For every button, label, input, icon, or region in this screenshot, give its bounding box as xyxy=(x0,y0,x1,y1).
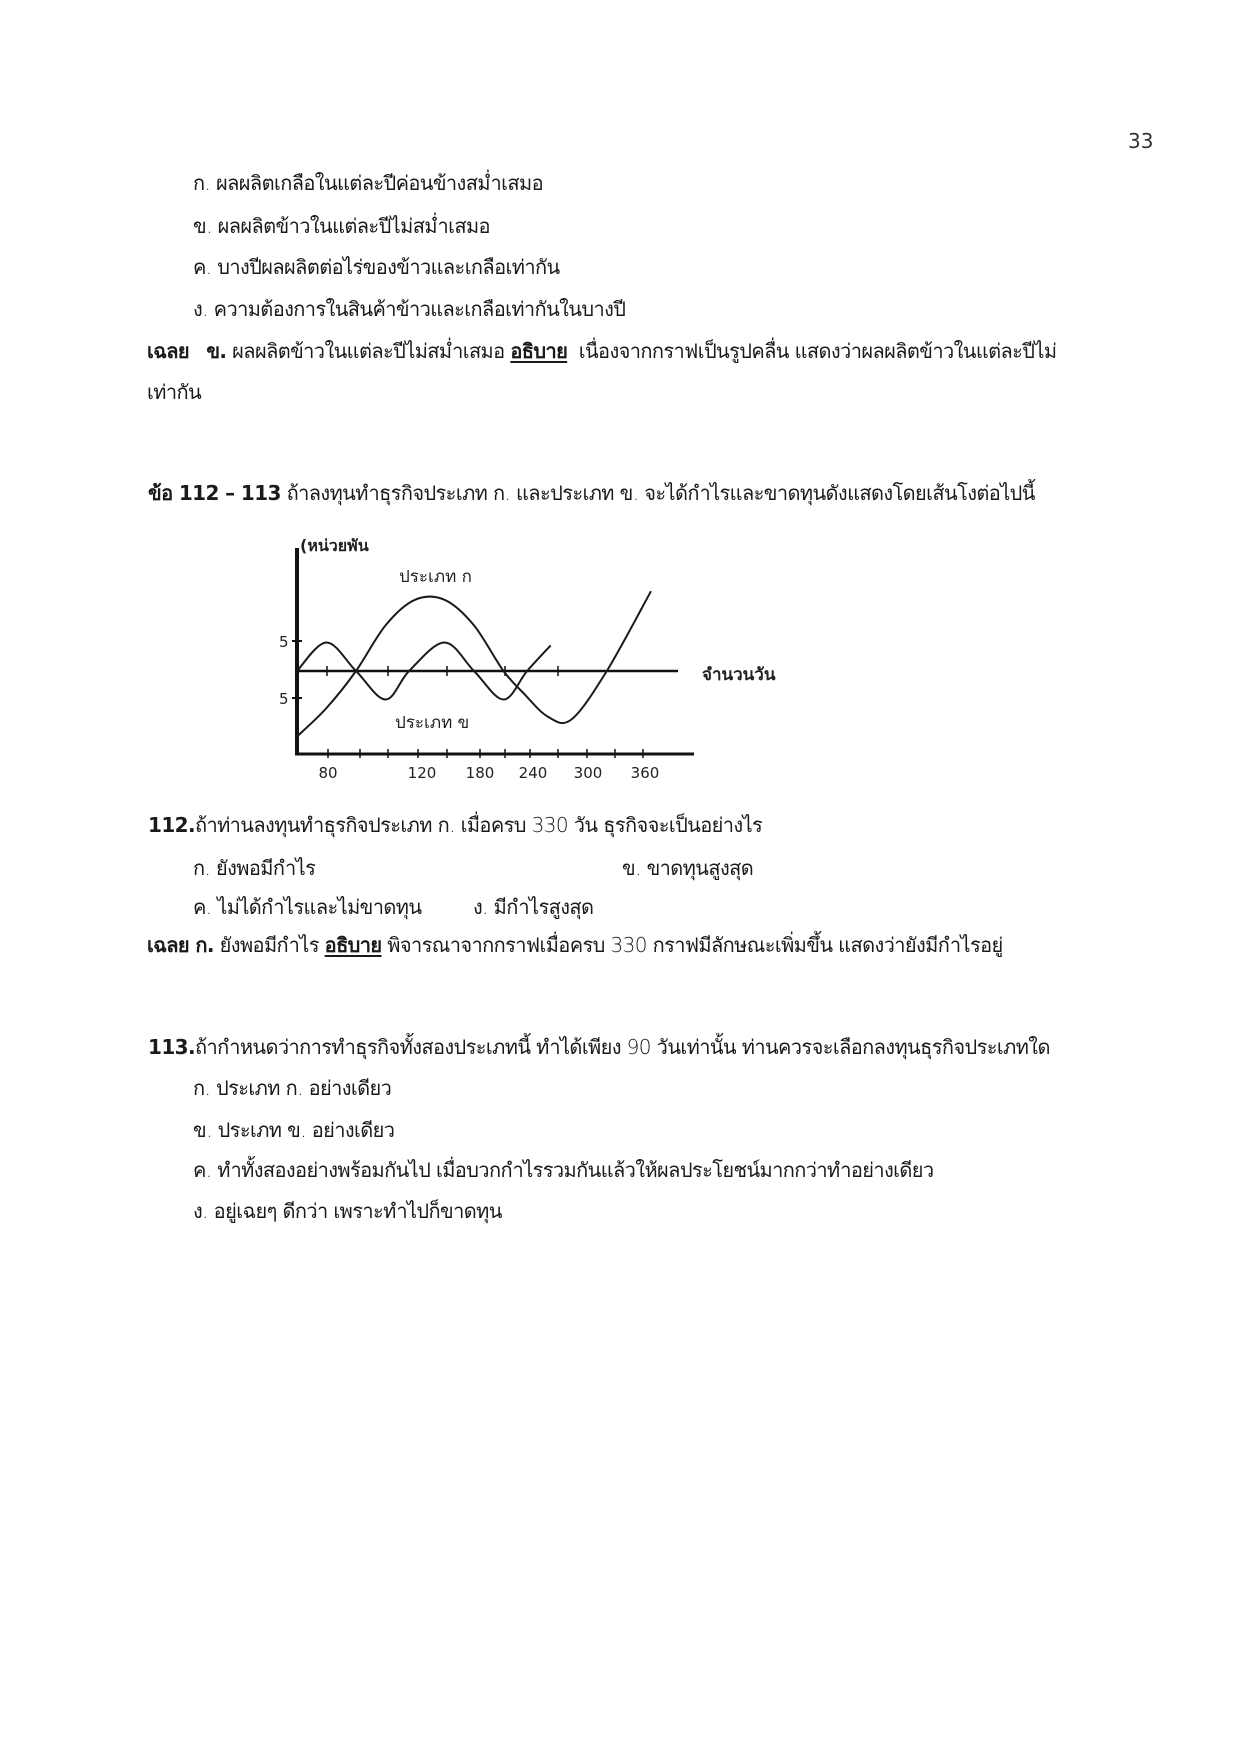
y-axis-label: (หน่วยพัน xyxy=(300,536,369,555)
x-axis-label: จำนวนวัน xyxy=(702,665,776,685)
y-tick-label-lower: 5 xyxy=(279,690,289,708)
q113-choice-c: ค. ทำทั้งสองอย่างพร้อมกันไป เมื่อบวกกำไรรวมกันแล้วให้ผลประโยชน์มากกว่าทำอย่างเดียว xyxy=(193,1158,934,1182)
q112-answer-text: ยังพอมีกำไร xyxy=(219,933,319,957)
q112-choice-a: ก. ยังพอมีกำไร xyxy=(193,856,316,880)
section-label: ข้อ 112 – 113 xyxy=(148,481,281,505)
q112-number: 112. xyxy=(148,813,195,837)
prev-choice-a: ก. ผลผลิตเกลือในแต่ละปีค่อนข้างสม่ำเสมอ xyxy=(193,171,543,195)
x-tick-label: 240 xyxy=(518,764,548,782)
x-tick-label: 360 xyxy=(630,764,660,782)
prev-choice-c: ค. บางปีผลผลิตต่อไร่ของข้าวและเกลือเท่ากัน xyxy=(193,255,560,279)
q113-text: ถ้ากำหนดว่าการทำธุรกิจทั้งสองประเภทนี้ ทำได้เพียง 90 วันเท่านั้น ท่านควรจะเลือกลงทุนธุรกิจประเภทใด xyxy=(194,1035,1050,1059)
q112-explain-text: พิจารณาจากกราฟเมื่อครบ 330 กราฟมีลักษณะเพิ่มขึ้น แสดงว่ายังมีกำไรอยู่ xyxy=(387,933,1003,957)
answer-label: เฉลย xyxy=(147,339,190,363)
q113-choice-a: ก. ประเภท ก. อย่างเดียว xyxy=(193,1076,392,1100)
q112-answer xyxy=(147,930,1003,960)
x-tick-label: 180 xyxy=(465,764,495,782)
q112-choice-b: ข. ขาดทุนสูงสุด xyxy=(622,856,754,880)
profit-loss-chart xyxy=(0,0,1240,800)
prev-choice-b: ข. ผลผลิตข้าวในแต่ละปีไม่สม่ำเสมอ xyxy=(193,214,490,238)
series-label-a: ประเภท ก xyxy=(399,567,472,587)
q112-choice-c: ค. ไม่ได้กำไรและไม่ขาดทุน xyxy=(193,895,422,919)
x-tick-label: 300 xyxy=(573,764,603,782)
q112-choice-d: ง. มีกำไรสูงสุด xyxy=(473,895,594,919)
section-text: ถ้าลงทุนทำธุรกิจประเภท ก. และประเภท ข. จะได้กำไรและขาดทุนดังแสดงโดยเส้นโงต่อไปนี้ xyxy=(286,481,1035,505)
q113-choice-b: ข. ประเภท ข. อย่างเดียว xyxy=(193,1118,395,1142)
page-number: 33 xyxy=(1128,129,1154,153)
x-tick-label: 80 xyxy=(318,764,338,782)
q112 xyxy=(148,810,762,840)
q113-number: 113. xyxy=(148,1035,195,1059)
prev-choice-d: ง. ความต้องการในสินค้าข้าวและเกลือเท่ากันในบางปี xyxy=(193,297,626,321)
q112-answer-label: เฉลย ก. xyxy=(147,933,214,957)
series-label-b: ประเภท ข xyxy=(395,713,470,733)
chart-labels xyxy=(279,536,776,733)
q113 xyxy=(148,1032,1050,1062)
q112-text: ถ้าท่านลงทุนทำธุรกิจประเภท ก. เมื่อครบ 330 วัน ธุรกิจจะเป็นอย่างไร xyxy=(194,813,763,837)
chart-series xyxy=(297,591,651,736)
x-tick-labels xyxy=(318,764,659,782)
explain-label: อธิบาย xyxy=(510,339,568,363)
y-tick-label-upper: 5 xyxy=(279,633,289,651)
q112-explain-label: อธิบาย xyxy=(324,933,382,957)
prev-answer-continued: เท่ากัน xyxy=(147,380,202,404)
x-tick-label: 120 xyxy=(407,764,437,782)
answer-text: ผลผลิตข้าวในแต่ละปีไม่สม่ำเสมอ xyxy=(232,339,505,363)
chart-axes xyxy=(292,548,694,755)
explain-text: เนื่องจากกราฟเป็นรูปคลื่น แสดงว่าผลผลิตข้าวในแต่ละปีไม่ xyxy=(578,339,1057,363)
answer-choice: ข. xyxy=(206,339,227,363)
q113-choice-d: ง. อยู่เฉยๆ ดีกว่า เพราะทำไปก็ขาดทุน xyxy=(193,1199,502,1223)
